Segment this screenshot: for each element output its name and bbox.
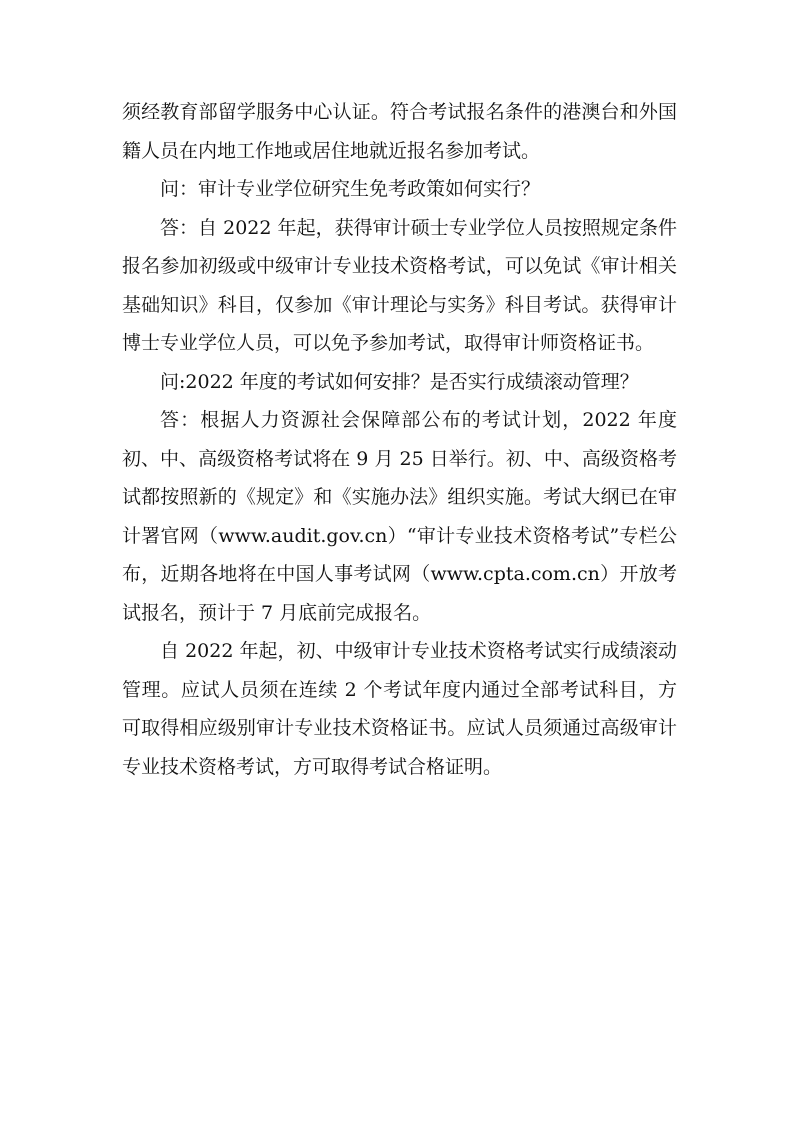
paragraph-question-schedule: 问:2022 年度的考试如何安排？是否实行成绩滚动管理？ <box>160 370 639 393</box>
paragraph-answer-schedule: 答：根据人力资源社会保障部公布的考试计划，2022 年度初、中、高级资格考试将在 9 月 25 日举行。初、中、高级资格考试都按照新的《规定》和《实施办法》组织实施。考试大纲已在审计署官网（www.audit.gov.cn）“审计专业技术资格考试”专栏公布，近期各地将在中国人事考试网（www.cpta.com.cn）开放考试报名，预计于 7 月底前完成报名。 <box>122 409 677 624</box>
paragraph-question-exemption: 问：审计专业学位研究生免考政策如何实行？ <box>160 178 541 200</box>
paragraph-continuation: 须经教育部留学服务中心认证。符合考试报名条件的港澳台和外国籍人员在内地工作地或居住地就近报名参加考试。 <box>122 101 677 162</box>
paragraph-answer-exemption: 答：自 2022 年起，获得审计硕士专业学位人员按照规定条件报名参加初级或中级审计专业技术资格考试，可以免试《审计相关基础知识》科目，仅参加《审计理论与实务》科目考试。获得审计博士专业学位人员，可以免予参加考试，取得审计师资格证书。 <box>122 216 677 354</box>
document-body <box>122 93 677 786</box>
paragraph-rolling-management: 自 2022 年起，初、中级审计专业技术资格考试实行成绩滚动管理。应试人员须在连续 2 个考试年度内通过全部考试科目，方可取得相应级别审计专业技术资格证书。应试人员须通过高级审计专业技术资格考试，方可取得考试合格证明。 <box>122 640 677 778</box>
